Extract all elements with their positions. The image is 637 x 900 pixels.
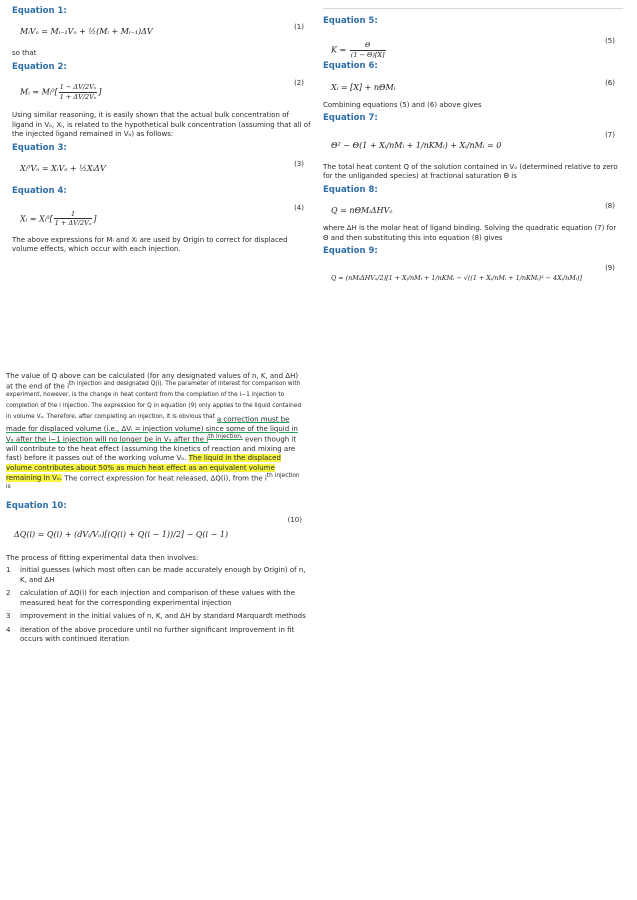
eq4-lhs: Xᵢ = Xᵢ⁰[ bbox=[20, 213, 53, 223]
eq8-heading: Equation 8: bbox=[323, 184, 378, 195]
eq6-row bbox=[323, 75, 623, 101]
eq9-formula: Q = (nMᵢΔHVₒ/2)[1 + Xᵢ/nMᵢ + 1/nKMᵢ − √((1 + Xᵢ/nMᵢ + 1/nKMᵢ)² − 4Xᵢ/nMᵢ)] bbox=[331, 273, 583, 282]
eq4-fraction bbox=[54, 210, 93, 229]
process-step bbox=[6, 626, 306, 645]
eq8-after: where ΔH is the molar heat of ligand binding. Solving the quadratic equation (7) for Θ and then substituting this into equation (8) gives bbox=[323, 224, 617, 242]
eq2-frac-num: 1 − ΔV/2Vₒ bbox=[59, 83, 97, 92]
eq4-rhs: ] bbox=[93, 213, 97, 223]
eq7-after: The total heat content Q of the solution contained in Vₒ (determined relative to zero for the unliganded species) at fractional saturation Θ is bbox=[323, 162, 618, 181]
eq7-row bbox=[323, 127, 623, 163]
eq2-heading: Equation 2: bbox=[12, 61, 67, 72]
eq5-formula bbox=[331, 41, 387, 60]
body-p1-c: −1 injection to completion of the i injection. The expression for Q in equation (9) only applies to the liquid contained in volume Vₒ. Therefore, after completing an injection, it is obvious that bbox=[6, 392, 302, 420]
step-text: initial guesses (which most often can be made accurately enough by Origin) of n, K, and ΔH bbox=[20, 566, 306, 584]
body-p1-d: even though it will contribute to the heat effect (assuming the kinetics of reaction and mixing are fast) before it passes out of the working volume Vₒ. bbox=[6, 435, 297, 463]
eq5-frac-den: (1 − Θ)[X] bbox=[350, 51, 385, 60]
eq6-heading: Equation 6: bbox=[323, 61, 378, 72]
step-text: iteration of the above procedure until no further significant improvement in fit occurs with continued iteration bbox=[20, 625, 295, 644]
top-rule bbox=[323, 8, 623, 9]
step-text: calculation of ΔQ(i) for each injection and comparison of these values with the measured heat for the corresponding experimental injection bbox=[20, 589, 295, 607]
eq7-number: (7) bbox=[605, 130, 615, 139]
step-number: 4 bbox=[6, 625, 11, 634]
eq4-after: The above expressions for Mᵢ and Xᵢ are used by Origin to correct for displaced volume effects, which occur with each injection. bbox=[12, 235, 288, 254]
eq9-heading: Equation 9: bbox=[323, 246, 378, 257]
eq2-formula bbox=[20, 83, 101, 102]
displaced-volume-underline-b: th injection, bbox=[208, 433, 243, 440]
eq1-after: so that bbox=[12, 49, 37, 58]
eq6-formula: Xᵢ = [X] + nΘMᵢ bbox=[331, 82, 396, 92]
body-p1-f: th injection is bbox=[6, 473, 300, 490]
eq4-heading: Equation 4: bbox=[12, 186, 67, 197]
eq1-row bbox=[12, 19, 312, 49]
eq2-rhs: ] bbox=[98, 87, 102, 97]
eq4-row bbox=[12, 200, 312, 236]
eq5-row bbox=[323, 29, 623, 61]
eq7-formula: Θ² − Θ(1 + Xᵢ/nMᵢ + 1/nKMᵢ) + Xᵢ/nMᵢ = 0 bbox=[331, 140, 502, 150]
right-column bbox=[323, 16, 623, 296]
eq5-number: (5) bbox=[605, 37, 615, 46]
eq3-formula: Xᵢ⁰Vₒ = XᵢVₒ + ½XᵢΔV bbox=[20, 164, 106, 174]
eq5-lhs: K = bbox=[331, 45, 347, 55]
eq6-number: (6) bbox=[605, 78, 615, 87]
eq2-after: Using similar reasoning, it is easily shown that the actual bulk concentration of ligand in Vₒ, Xᵢ, is related to the hypothetical bulk concentration (assuming that all of the injected ligand remained in Vₒ) as follows: bbox=[12, 111, 311, 139]
process-step bbox=[6, 589, 306, 608]
step-text: improvement in the initial values of n, K, and ΔH by standard Marquardt methods bbox=[20, 612, 306, 621]
eq4-frac-num: 1 bbox=[54, 210, 93, 220]
eq1-number: (1) bbox=[294, 23, 304, 32]
eq3-number: (3) bbox=[294, 160, 304, 169]
eq7-heading: Equation 7: bbox=[323, 113, 378, 124]
process-steps-list bbox=[6, 566, 306, 644]
eq5-heading: Equation 5: bbox=[323, 16, 378, 26]
eq10-number: (10) bbox=[287, 516, 302, 525]
step-number: 1 bbox=[6, 566, 11, 575]
eq9-row bbox=[323, 260, 623, 296]
displaced-volume-highlight: The liquid in the displaced volume contributes about 50% as much heat effect as an equivalent volume remaining in Vₒ. bbox=[6, 454, 281, 483]
eq4-formula bbox=[20, 210, 97, 229]
eq10-heading: Equation 10: bbox=[6, 500, 67, 511]
eq8-row bbox=[323, 198, 623, 224]
eq4-number: (4) bbox=[294, 203, 304, 212]
left-column bbox=[12, 6, 312, 258]
eq5-frac-num: Θ bbox=[350, 41, 386, 51]
eq3-heading: Equation 3: bbox=[12, 142, 67, 153]
process-step bbox=[6, 566, 306, 585]
body-paragraph bbox=[6, 372, 306, 495]
eq2-fraction bbox=[59, 83, 98, 102]
body-p1-e: The correct expression for heat released, ΔQ(i), from the i bbox=[62, 474, 267, 483]
eq6-after: Combining equations (5) and (6) above gives bbox=[323, 100, 482, 109]
process-intro: The process of fitting experimental data then involves: bbox=[6, 554, 199, 563]
eq3-row bbox=[12, 156, 312, 186]
eq2-lhs: Mᵢ = Mᵢ⁰[ bbox=[20, 87, 58, 97]
body-p1-b: th injection and designated Q(i). The parameter of interest for comparison with experiment, however, is the change in heat content from the completion of the i bbox=[6, 381, 301, 399]
eq8-number: (8) bbox=[605, 202, 615, 211]
eq10-row bbox=[6, 514, 306, 550]
eq4-frac-den: 1 + ΔV/2Vₒ bbox=[54, 219, 92, 228]
displaced-volume-underline: a correction must be made for displaced volume (i.e., ΔVᵢ = injection volume) since some of the liquid in Vₒ after the i−1 injection will no longer be in Vₒ after the i bbox=[6, 415, 298, 444]
eq8-formula: Q = nΘMᵢΔHVₒ bbox=[331, 206, 393, 216]
step-number: 3 bbox=[6, 612, 11, 621]
eq5-fraction bbox=[350, 41, 386, 60]
eq1-formula: MᵢVₒ = Mᵢ₋₁Vₒ + ½(Mᵢ + Mᵢ₋₁)ΔV bbox=[20, 27, 153, 37]
eq2-number: (2) bbox=[294, 79, 304, 88]
process-step bbox=[6, 612, 306, 621]
eq2-frac-den: 1 + ΔV/2Vₒ bbox=[59, 93, 97, 102]
eq1-heading: Equation 1: bbox=[12, 6, 67, 16]
body-p1-a: The value of Q above can be calculated (for any designated values of n, K, and ΔH) at the end of the i bbox=[6, 372, 299, 391]
step-number: 2 bbox=[6, 589, 11, 598]
eq2-row bbox=[12, 75, 312, 111]
eq9-number: (9) bbox=[605, 263, 615, 272]
eq10-formula: ΔQ(i) = Q(i) + (dVᵢ/Vₒ)[(Q(i) + Q(i − 1))/2] − Q(i − 1) bbox=[14, 530, 229, 540]
body-section bbox=[6, 372, 306, 649]
